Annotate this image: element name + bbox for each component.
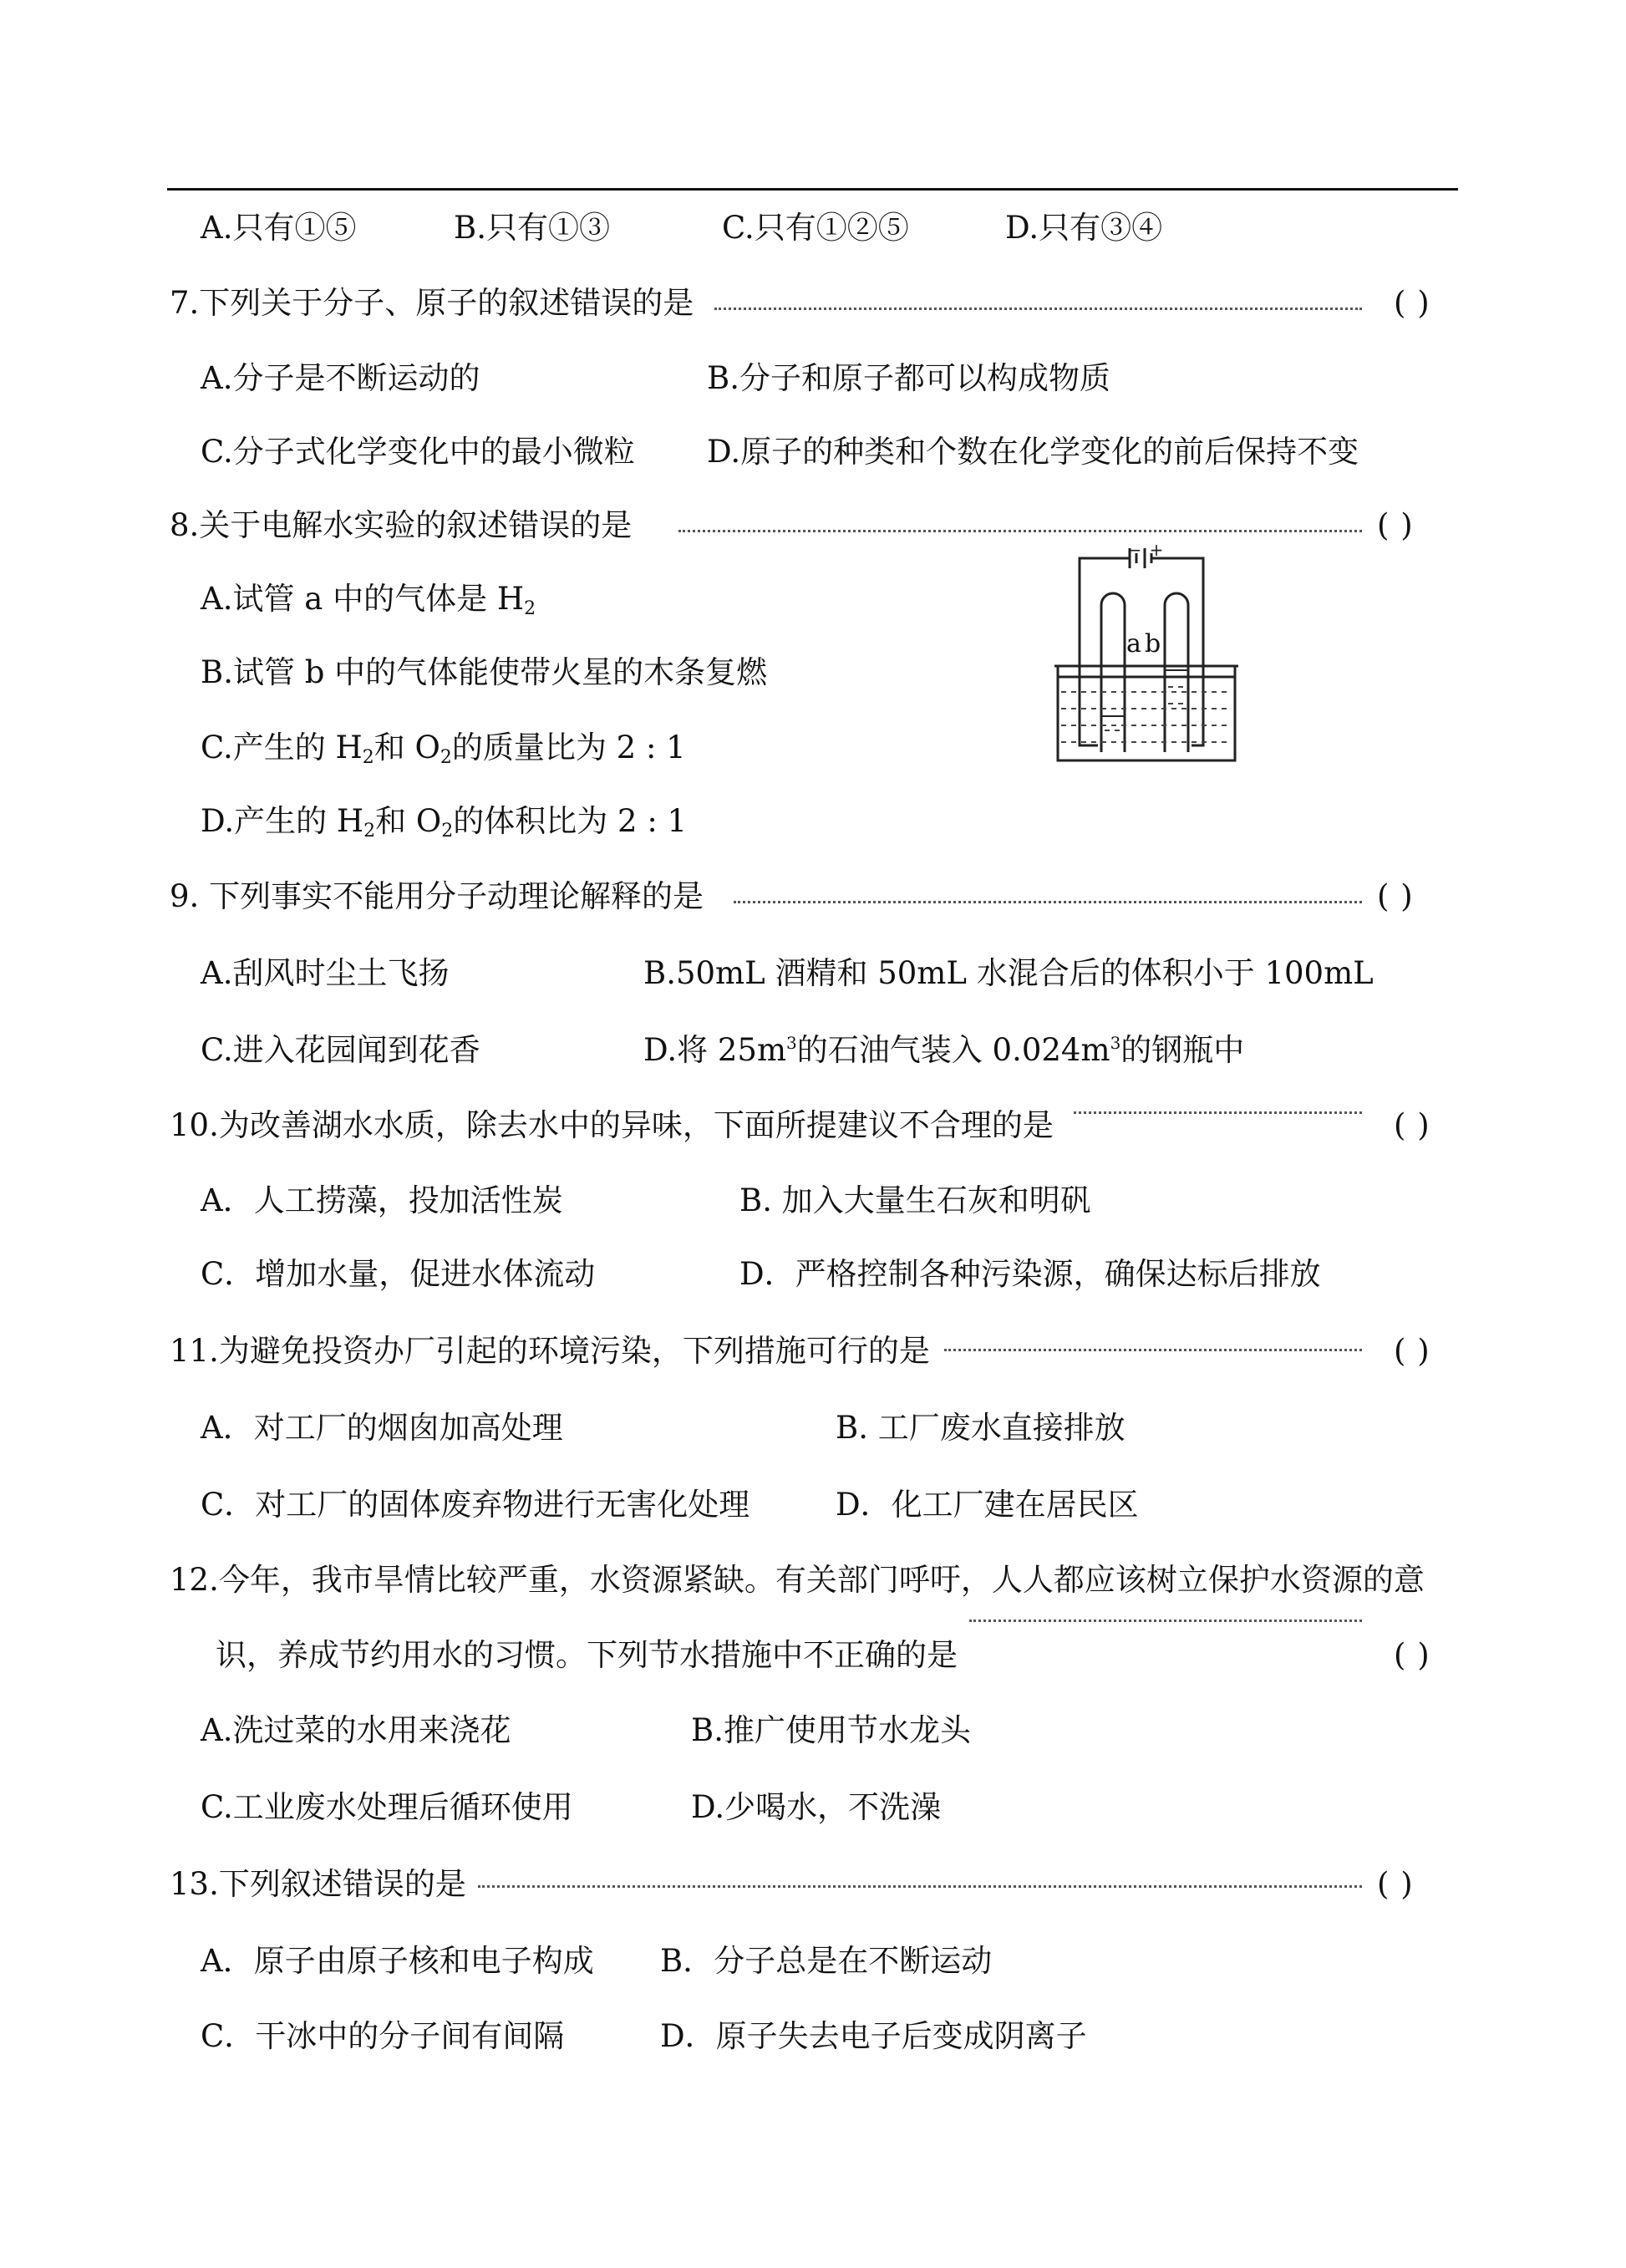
- q11-stem-row: [0, 1335, 1626, 1377]
- q12-stem-line1: 12.今年，我市旱情比较严重，水资源紧缺。有关部门呼吁，人人都应该树立保护水资源的意: [170, 1562, 1425, 1598]
- q7-leader-dots: [714, 308, 1362, 310]
- tube-a-label: a: [1126, 629, 1141, 659]
- minus-label: −: [1127, 545, 1142, 560]
- q7-option-b: B.分子和原子都可以构成物质: [707, 360, 1110, 396]
- wire-right: [1160, 558, 1203, 662]
- q13-answer-paren: ( ): [1377, 1866, 1414, 1902]
- q12-leader-dots: [969, 1620, 1362, 1622]
- q6-option-b: B.只有①③: [454, 210, 610, 246]
- q9-options-row2: [0, 1032, 1626, 1076]
- q10-option-d: D．严格控制各种污染源，确保达标后排放: [739, 1256, 1321, 1292]
- q13-stem: 13.下列叙述错误的是: [170, 1866, 466, 1902]
- q8-option-d: D.产生的 $H_2$和 $O_2$的体积比为 2 : 1: [201, 803, 688, 842]
- q11-option-d: D．化工厂建在居民区: [836, 1487, 1139, 1523]
- q8-answer-paren: ( ): [1377, 507, 1414, 543]
- q6-options-row: [0, 212, 1626, 254]
- plus-label: +: [1149, 545, 1164, 560]
- q10-leader-dots: [1074, 1111, 1362, 1114]
- q13-options-row2: [0, 2018, 1626, 2062]
- electrolysis-apparatus-diagram: [1054, 545, 1238, 764]
- header-rule: [167, 188, 1458, 191]
- q7-stem: 7.下列关于分子、原子的叙述错误的是: [170, 285, 694, 321]
- q8-leader-dots: [678, 530, 1362, 532]
- q9-option-d: D.将 $25m^3$的石油气装入 $0.024m^3$的钢瓶中: [643, 1032, 1245, 1068]
- q10-options-row1: [0, 1182, 1626, 1227]
- q11-leader-dots: [944, 1349, 1362, 1351]
- q9-leader-dots: [734, 901, 1362, 903]
- q8-option-b: B.试管 b 中的气体能使带火星的木条复燃: [201, 654, 768, 690]
- q12-stem-line2: 识，养成节约用水的习惯。下列节水措施中不正确的是: [216, 1637, 958, 1673]
- q13-option-d: D．原子失去电子后变成阴离子: [660, 2018, 1087, 2054]
- q12-stem-row1: [0, 1564, 1626, 1606]
- q8-option-a-row: [0, 583, 1626, 625]
- q7-option-c: C.分子式化学变化中的最小微粒: [201, 434, 635, 470]
- q8-option-c-row: [0, 732, 1626, 774]
- q9-option-a: A.刮风时尘土飞扬: [201, 955, 450, 991]
- q8-option-d-row: [0, 803, 1626, 847]
- q8-stem-row: [0, 507, 1626, 552]
- q10-answer-paren: ( ): [1394, 1107, 1430, 1143]
- q11-options-row1: [0, 1412, 1626, 1454]
- test-tube-b: [1165, 593, 1188, 752]
- q11-answer-paren: ( ): [1394, 1333, 1430, 1369]
- q7-options-row2: [0, 436, 1626, 478]
- q13-stem-row: [0, 1866, 1626, 1910]
- q11-option-c: C．对工厂的固体废弃物进行无害化处理: [201, 1487, 750, 1523]
- q12-answer-paren: ( ): [1394, 1637, 1430, 1673]
- q10-stem: 10.为改善湖水水质，除去水中的异味，下面所提建议不合理的是: [170, 1107, 1054, 1143]
- q12-option-b: B.推广使用节水龙头: [691, 1712, 971, 1748]
- q9-option-b: B.50mL 酒精和 50mL 水混合后的体积小于 100mL: [643, 955, 1374, 991]
- q10-option-b: B. 加入大量生石灰和明矾: [739, 1182, 1091, 1218]
- q9-stem: 9. 下列事实不能用分子动理论解释的是: [170, 878, 704, 914]
- q9-option-c: C.进入花园闻到花香: [201, 1032, 480, 1068]
- q11-stem: 11.为避免投资办厂引起的环境污染，下列措施可行的是: [170, 1333, 930, 1369]
- q13-options-row1: [0, 1945, 1626, 1987]
- q12-options-row1: [0, 1712, 1626, 1757]
- q7-answer-paren: ( ): [1394, 285, 1430, 321]
- q12-options-row2: [0, 1789, 1626, 1833]
- q6-option-d: D.只有③④: [1005, 210, 1163, 246]
- q9-options-row1: [0, 955, 1626, 999]
- q11-option-a: A．对工厂的烟囱加高处理: [201, 1410, 563, 1446]
- q7-option-a: A.分子是不断运动的: [201, 360, 480, 396]
- q8-option-b-row: [0, 654, 1626, 699]
- q12-option-d: D.少喝水，不洗澡: [691, 1789, 942, 1825]
- q10-options-row2: [0, 1256, 1626, 1300]
- q13-option-a: A．原子由原子核和电子构成: [201, 1943, 594, 1979]
- q12-stem-row2: [0, 1637, 1626, 1681]
- q8-option-c: C.产生的 $H_2$和 $O_2$的质量比为 2 : 1: [201, 730, 686, 768]
- q10-option-c: C．增加水量，促进水体流动: [201, 1256, 596, 1292]
- q13-option-b: B．分子总是在不断运动: [660, 1943, 993, 1979]
- q8-stem: 8.关于电解水实验的叙述错误的是: [170, 507, 633, 543]
- q12-option-c: C.工业废水处理后循环使用: [201, 1789, 573, 1825]
- q10-option-a: A．人工捞藻，投加活性炭: [201, 1182, 563, 1218]
- q11-option-b: B. 工厂废水直接排放: [836, 1410, 1125, 1446]
- q13-option-c: C．干冰中的分子间有间隔: [201, 2018, 565, 2054]
- q7-options-row1: [0, 360, 1626, 404]
- q6-option-a: A.只有①⑤: [201, 210, 357, 246]
- q6-option-c: C.只有①②⑤: [722, 210, 909, 246]
- q7-option-d: D.原子的种类和个数在化学变化的前后保持不变: [707, 434, 1359, 470]
- q11-options-row2: [0, 1489, 1626, 1531]
- q9-answer-paren: ( ): [1377, 878, 1414, 914]
- q12-option-a: A.洗过菜的水用来浇花: [201, 1712, 511, 1748]
- q7-stem-row: [0, 287, 1626, 329]
- tube-b-label: b: [1145, 629, 1161, 659]
- test-tube-a: [1101, 593, 1125, 752]
- q10-stem-row: [0, 1107, 1626, 1152]
- q8-option-a: A.试管 a 中的气体是 $H_2$: [201, 581, 536, 619]
- q13-leader-dots: [478, 1885, 1362, 1888]
- q9-stem-row: [0, 878, 1626, 923]
